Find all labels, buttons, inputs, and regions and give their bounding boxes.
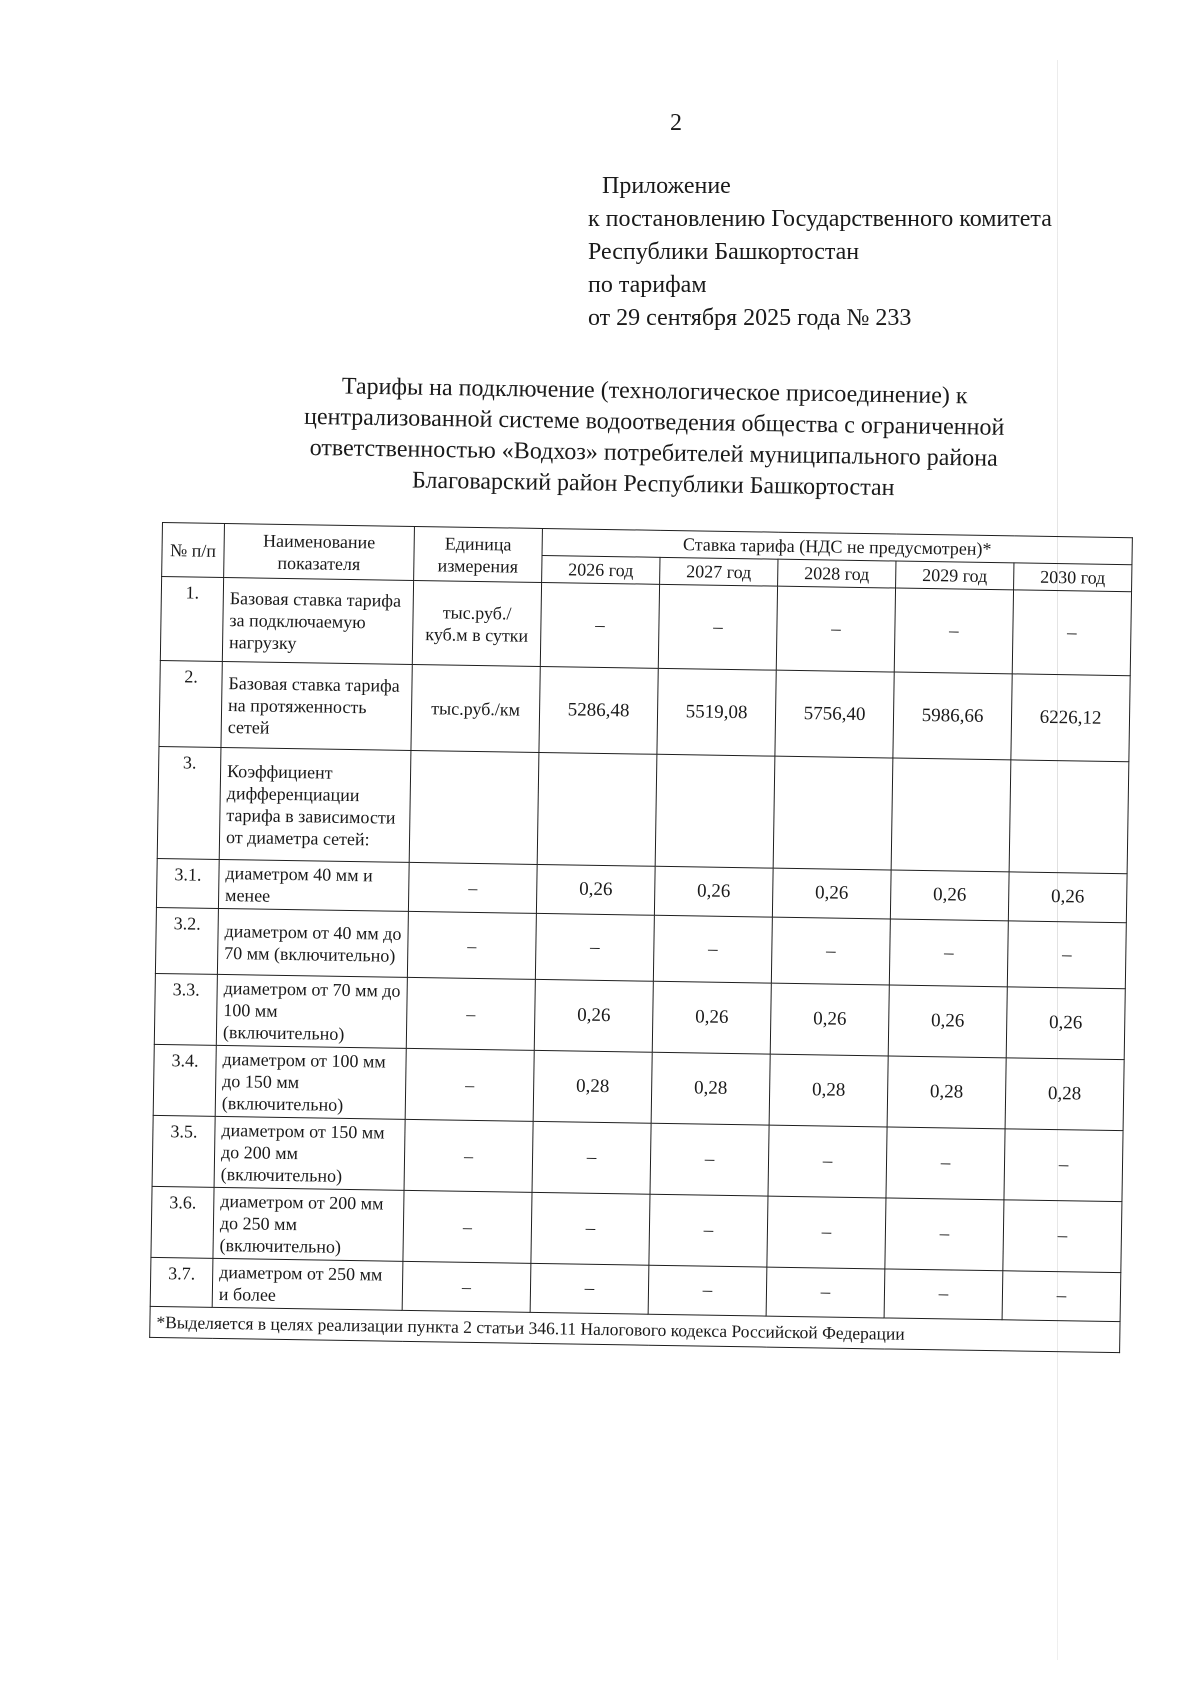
row-value: – [771,917,890,985]
tariff-table-wrapper [149,522,1132,1353]
row-value: – [886,1127,1005,1200]
header-year: 2027 год [660,557,778,586]
row-value: – [650,1123,769,1196]
row-value: – [1007,921,1126,989]
row-name: диаметром 40 мм и менее [218,859,409,911]
annex-line: Республики Башкортостан [588,239,860,265]
row-name: Базовая ставка тарифа за подключаемую нагрузку [222,577,413,664]
row-value: – [531,1192,650,1265]
row-value: 0,26 [534,979,653,1052]
title-line: Благоварский район Республики Башкортостан [411,467,895,502]
row-value: 5286,48 [539,666,658,754]
row-value: – [889,919,1008,987]
header-name: Наименование показателя [224,523,415,580]
annex-block [588,170,1052,335]
tariff-table [149,522,1133,1353]
row-value [655,754,775,868]
title-line: централизованной системе водоотведения общества с ограниченной [303,403,1005,441]
row-value: 0,26 [888,985,1007,1058]
row-value: – [885,1198,1004,1271]
row-unit: – [403,1190,532,1263]
row-value: 0,28 [1005,1058,1124,1131]
row-value: 0,28 [651,1052,770,1125]
row-value: – [884,1269,1003,1320]
document-title [248,370,1060,507]
header-unit: Единица измерения [414,526,543,582]
row-value: 0,26 [536,864,655,915]
row-num: 3.6. [151,1186,214,1258]
row-unit [409,750,539,864]
header-year: 2029 год [896,561,1014,590]
row-value: 0,26 [654,866,773,917]
table-row [160,577,1131,676]
row-value: – [767,1196,886,1269]
row-num: 3.4. [153,1044,216,1116]
row-name: диаметром от 100 мм до 150 мм (включительно) [215,1045,406,1119]
annex-line: по тарифам [588,272,707,298]
row-value: – [766,1267,885,1318]
row-value: – [532,1121,651,1194]
table-row [157,746,1129,873]
row-unit: – [408,862,537,913]
row-num: 2. [159,660,222,747]
title-line: Тарифы на подключение (технологическое присоединение) к [341,373,968,410]
header-year: 2026 год [542,555,660,584]
row-value: 5986,66 [893,672,1012,760]
row-value: – [658,584,777,670]
row-unit: – [407,911,536,979]
row-num: 3.2. [155,907,218,974]
row-unit: – [402,1261,531,1312]
annex-line: Приложение [602,173,731,199]
row-value: 5756,40 [775,670,894,758]
row-value: – [648,1265,767,1316]
row-value: – [776,586,895,672]
row-name: диаметром от 150 мм до 200 мм (включительно) [214,1116,405,1190]
row-unit: – [405,1048,534,1121]
row-num: 3. [157,746,221,859]
row-value: 0,26 [772,868,891,919]
row-value: – [653,915,772,983]
row-name: диаметром от 250 мм и более [212,1258,403,1310]
row-value [537,752,657,866]
row-name: Базовая ставка тарифа на протяженность сетей [221,661,412,750]
annex-line: к постановлению Государственного комитета [588,206,1052,232]
row-value [891,758,1011,872]
row-unit: – [404,1119,533,1192]
row-value: 5519,08 [657,668,776,756]
header-rate: Ставка тарифа (НДС не предусмотрен)* [542,528,1132,564]
annex-line: от 29 сентября 2025 года № 233 [588,305,912,331]
header-year: 2030 год [1014,563,1132,592]
row-value: – [1004,1129,1123,1202]
row-value: 0,26 [652,981,771,1054]
row-value: – [768,1125,887,1198]
row-value: – [530,1263,649,1314]
header-year: 2028 год [778,559,896,588]
row-name: диаметром от 200 мм до 250 мм (включительно) [213,1187,404,1261]
row-unit: – [406,977,535,1050]
row-value: – [649,1194,768,1267]
row-name: Коэффициент дифференциации тарифа в зависимости от диаметра сетей: [219,747,411,862]
row-value: – [894,588,1013,674]
row-value [1009,760,1129,874]
title-line: ответственностью «Водхоз» потребителей муниципального района [309,434,998,472]
row-value: – [540,582,659,668]
row-name: диаметром от 40 мм до 70 мм (включительно) [217,908,408,977]
row-value: 0,28 [533,1050,652,1123]
row-value: 0,26 [1006,987,1125,1060]
row-value [773,756,893,870]
row-value: – [1012,590,1131,676]
row-num: 1. [160,577,223,662]
row-value: – [1002,1271,1121,1322]
page-number: 2 [670,110,682,136]
row-value: 0,28 [769,1054,888,1127]
row-num: 3.7. [150,1257,213,1307]
row-unit: тыс.руб./ куб.м в сутки [412,580,541,666]
row-value: 0,28 [887,1056,1006,1129]
row-num: 3.3. [154,973,217,1045]
row-num: 3.5. [152,1115,215,1187]
row-num: 3.1. [156,858,219,908]
row-unit: тыс.руб./км [411,664,540,752]
row-value: – [1003,1200,1122,1273]
row-value: – [535,913,654,981]
header-num: № п/п [162,523,225,578]
row-value: 0,26 [770,983,889,1056]
footnote: *Выделяется в целях реализации пункта 2 статьи 346.11 Налогового кодекса Российской Федерации [150,1306,1120,1352]
row-name: диаметром от 70 мм до 100 мм (включительно) [216,974,407,1048]
row-value: 0,26 [890,870,1009,921]
table-row [159,660,1130,761]
row-value: 0,26 [1008,872,1127,923]
row-value: 6226,12 [1011,674,1130,762]
